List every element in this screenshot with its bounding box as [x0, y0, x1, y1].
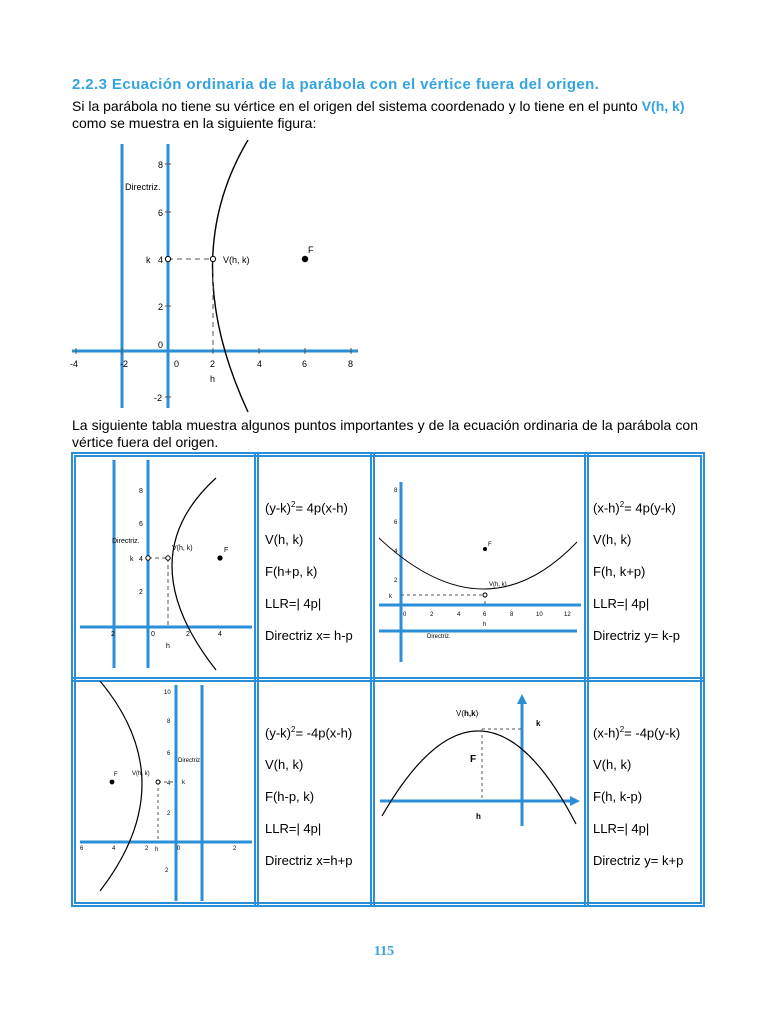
cell2-equations: [593, 497, 680, 660]
directrix-label: Directriz: [178, 758, 200, 764]
intro-text-after: como se muestra en la siguiente figura:: [72, 115, 317, 131]
h-label: h: [476, 812, 481, 821]
y-tick-label: 2: [167, 811, 171, 817]
x-tick-label: 2: [210, 359, 216, 369]
vertex-label: V(h, k): [132, 771, 150, 777]
x-tick-label: 0: [177, 846, 181, 852]
x-tick-label: -4: [70, 359, 79, 369]
k-label: k: [182, 780, 185, 786]
page-number: 115: [373, 944, 395, 959]
y-tick-label: 2: [158, 302, 164, 312]
x-tick-label: 2: [145, 846, 149, 852]
intro-paragraph: [72, 98, 698, 132]
k-label: k: [536, 719, 541, 728]
x-tick-label: 4: [457, 612, 461, 618]
cell4-figure: [378, 692, 582, 826]
x-tick-label: 4: [218, 631, 222, 638]
y-tick-label: 4: [394, 549, 398, 555]
focus-point: [302, 256, 308, 262]
x-tick-label: 8: [510, 612, 514, 618]
x-tick-label: 4: [112, 846, 116, 852]
y-tick-label: 2: [165, 868, 169, 874]
x-tick-label: 6: [483, 612, 487, 618]
vertex-label: V(h, k): [489, 582, 507, 588]
cell1-equations: [265, 497, 353, 660]
y-tick-label: 6: [158, 208, 164, 218]
directrix-text: Directriz y= k-p: [593, 628, 681, 644]
focus-point: [217, 555, 222, 560]
k-label: k: [130, 556, 134, 563]
y-tick-label: 6: [167, 751, 171, 757]
x-tick-label: -2: [120, 359, 129, 369]
llr-text: LLR=| 4p|: [593, 821, 650, 837]
x-tick-label: 2: [233, 846, 237, 852]
x-tick-label: 0: [174, 359, 180, 369]
y-tick-label: 8: [167, 719, 171, 725]
h-label: h: [483, 622, 487, 628]
llr-text: LLR=| 4p|: [593, 596, 650, 612]
parabola-curve: [213, 140, 249, 412]
x-tick-label: 2: [111, 631, 115, 638]
x-tick-label: 12: [564, 612, 571, 618]
equation: $(x-h)^2= 4p(y-k)$: [593, 500, 676, 516]
focus-text: F(h, k-p): [593, 789, 643, 805]
x-tick-label: 0: [151, 631, 155, 638]
x-tick-label: 10: [536, 612, 543, 618]
y-tick-label: 2: [139, 589, 143, 596]
vertex-text: V(h, k): [593, 532, 632, 548]
k-label: k: [389, 594, 392, 600]
y-tick-label: 10: [164, 690, 171, 696]
directrix-text: Directriz y= k+p: [593, 853, 684, 869]
directrix-label: Directriz.: [125, 182, 161, 192]
vertex-text: V(h, k): [265, 757, 304, 773]
focus-label: F: [308, 245, 314, 255]
focus-label: F: [488, 542, 492, 548]
y-tick-label: 2: [394, 578, 398, 584]
x-tick-label: 2: [430, 612, 434, 618]
x-tick-label: 0: [403, 612, 407, 618]
focus-point: [483, 547, 487, 551]
y-tick-label: 8: [158, 160, 164, 170]
k-label: k: [146, 255, 151, 265]
x-tick-label: 6: [80, 846, 84, 852]
cell2-figure: [377, 478, 583, 664]
vertex-text: V(h, k): [265, 532, 304, 548]
cell1-figure: [78, 456, 254, 674]
vertex-highlight: V(h, k): [641, 98, 685, 114]
y-tick-label: 8: [139, 488, 143, 495]
x-tick-label: 4: [257, 359, 263, 369]
equation: $(x-h)^2= -4p(y-k)$: [593, 725, 681, 741]
focus-text: F(h-p, k): [265, 789, 315, 805]
section-heading: 2.2.3 Ecuación ordinaria de la parábola con el vértice fuera del origen.: [72, 76, 600, 93]
h-label: h: [155, 847, 159, 853]
y-tick-label: 6: [139, 521, 143, 528]
x-tick-label: 6: [302, 359, 308, 369]
cell4-equations: [593, 722, 683, 885]
equation: $(y-k)^2= 4p(x-h)$: [265, 500, 348, 516]
y-tick-label: 4: [139, 556, 143, 563]
vertex-label: V(h, k): [172, 545, 193, 552]
focus-point: [110, 780, 115, 785]
y-tick-label: 4: [158, 255, 164, 265]
vertex-label: V(h,k): [456, 709, 479, 718]
x-tick-label: 8: [348, 359, 354, 369]
focus-label: F: [114, 772, 118, 778]
vertex-point: [210, 256, 215, 261]
vertex-label: V(h, k): [223, 255, 250, 265]
y-tick-label: 6: [394, 520, 398, 526]
llr-text: LLR=| 4p|: [265, 821, 322, 837]
directrix-text: Directriz x=h+p: [265, 853, 353, 869]
vertex-point: [165, 256, 170, 261]
directrix-label: Directriz.: [112, 538, 140, 545]
equation: $(y-k)^2= -4p(x-h)$: [265, 725, 353, 741]
y-tick-label: 8: [394, 488, 398, 494]
focus-label: F: [224, 547, 229, 554]
y-tick-label: 4: [167, 781, 171, 787]
directrix-text: Directriz x= h-p: [265, 628, 353, 644]
y-tick-label: 0: [158, 340, 164, 350]
x-tick-label: 2: [186, 631, 190, 638]
focus-text: F(h+p, k): [265, 564, 318, 580]
h-label: h: [210, 374, 216, 384]
vertex-text: V(h, k): [593, 757, 632, 773]
cell3-equations: [265, 722, 352, 885]
focus-label: F: [470, 754, 477, 765]
llr-text: LLR=| 4p|: [265, 596, 322, 612]
main-parabola-figure: [70, 140, 362, 412]
intro-text-before: Si la parábola no tiene su vértice en el origen del sistema coordenado y lo tiene en el punto: [72, 98, 642, 114]
focus-text: F(h, k+p): [593, 564, 646, 580]
table-intro-paragraph: La siguiente tabla muestra algunos puntos importantes y de la ecuación ordinaria de la parábola con vértice fuera del origen.: [72, 417, 698, 450]
h-label: h: [166, 643, 170, 650]
y-tick-label: -2: [154, 393, 163, 403]
cell3-figure: [78, 681, 254, 903]
directrix-label: Directriz.: [427, 634, 451, 640]
